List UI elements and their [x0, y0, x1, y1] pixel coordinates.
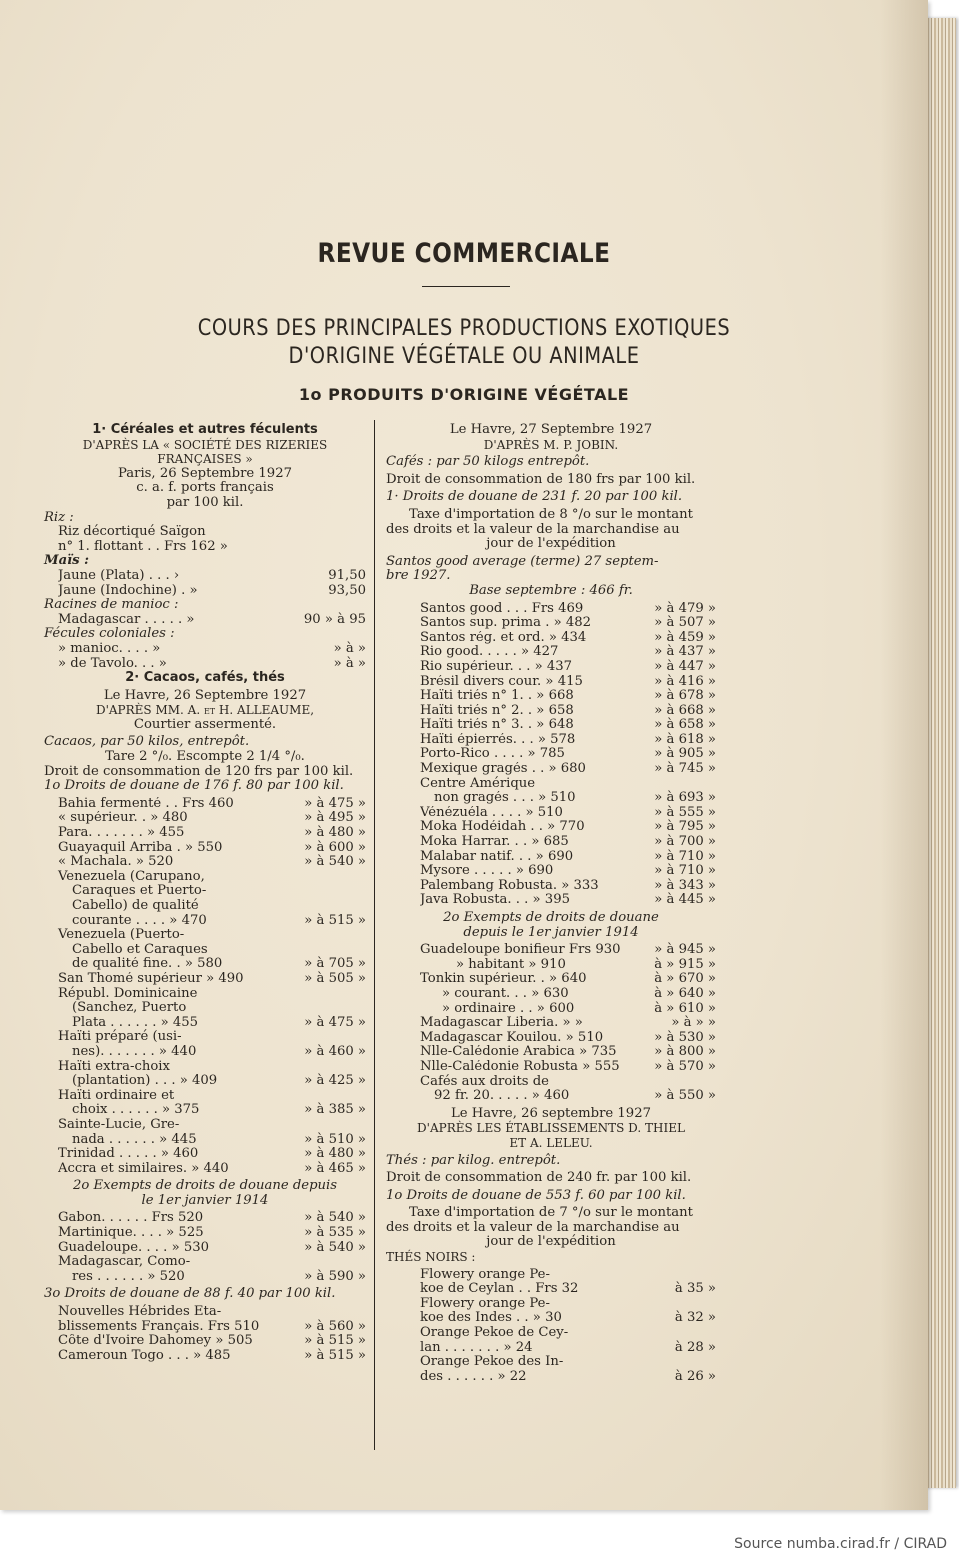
row-value: à 28 » [674, 1339, 716, 1355]
table-row [386, 631, 716, 646]
table-row [386, 747, 716, 762]
row-value: » à 945 » [654, 942, 716, 958]
row-value: » à 530 » [654, 1029, 716, 1045]
table-row [386, 675, 716, 690]
row-value: » à 515 » [304, 1333, 366, 1349]
table-row [44, 1147, 366, 1162]
table-row [386, 850, 716, 865]
source-line: FRANÇAISES » [157, 452, 253, 467]
row-name: Haïti triés n° 3. . » 648 [420, 718, 574, 733]
text-line: Riz décortiqué Saïgon [58, 524, 206, 540]
row-value: » à » [333, 640, 366, 656]
row-value: » à 505 » [304, 970, 366, 986]
row-value: » à 459 » [654, 629, 716, 645]
condition-line: par 100 kil. [166, 494, 244, 510]
text-line: Centre Amérique [420, 775, 536, 791]
table-row [44, 642, 366, 657]
text-line: Droit de consommation de 240 fr. par 100 kil. [386, 1170, 692, 1186]
row-value: » à 590 » [304, 1268, 366, 1284]
date-line: Paris, 26 Septembre 1927 [118, 465, 292, 481]
row-name: koe des Indes . . » 30 [420, 1311, 562, 1326]
text-line: (Sanchez, Puerto [72, 1000, 187, 1016]
row-value: » à 510 » [304, 1131, 366, 1147]
subheading: depuis le 1er janvier 1914 [463, 924, 639, 940]
row-value: » à 475 » [304, 1014, 366, 1030]
row-value: » à 800 » [654, 1044, 716, 1060]
text-line: Flowery orange Pe- [420, 1266, 550, 1282]
row-name: » ordinaire . . » 600 [442, 1001, 575, 1016]
text-line: Républ. Dominicaine [58, 985, 198, 1001]
left-column [44, 423, 366, 1363]
table-row [386, 943, 716, 958]
row-value: » à 460 » [304, 1043, 366, 1059]
table-row [386, 879, 716, 894]
table-row [386, 1002, 716, 1017]
category-label: Fécules coloniales : [44, 626, 175, 642]
row-name: Vénézuéla . . . . » 510 [420, 805, 563, 820]
table-row [44, 1226, 366, 1241]
row-name: « Machala. » 520 [58, 855, 174, 870]
page-title: REVUE COMMERCIALE [317, 238, 611, 269]
text-line: Sainte-Lucie, Gre- [58, 1116, 180, 1132]
row-name: Tonkin supérieur. . » 640 [420, 972, 587, 987]
text-line: 1· Droits de douane de 231 f. 20 par 100 kil. [386, 489, 683, 505]
table-row [386, 987, 716, 1002]
row-name: nada . . . . . . » 445 [72, 1132, 197, 1147]
row-value: 91,50 [328, 567, 366, 583]
row-value: » à 560 » [304, 1318, 366, 1334]
table-row [386, 1282, 716, 1297]
row-value: » à 343 » [654, 877, 716, 893]
table-row [386, 820, 716, 835]
table-row [44, 584, 366, 599]
row-value: » à 515 » [304, 1347, 366, 1363]
source-line: D'APRÈS MM. A. et H. ALLEAUME, [95, 703, 315, 718]
row-value: 93,50 [328, 582, 366, 598]
text-line: Venezuela (Puerto- [58, 927, 185, 943]
row-value: 90 » à 95 [303, 611, 366, 627]
subheading: 3o Droits de douane de 88 f. 40 par 100 kil. [44, 1286, 336, 1302]
table-row [386, 733, 716, 748]
table-row [44, 1270, 366, 1285]
row-name: Santos good . . . Frs 469 [420, 601, 584, 616]
section-heading: 1o PRODUITS D'ORIGINE VÉGÉTALE [298, 385, 630, 404]
table-row [44, 826, 366, 841]
row-name: choix . . . . . . » 375 [72, 1103, 200, 1118]
table-row [44, 1162, 366, 1177]
table-row [386, 1311, 716, 1326]
text-line: Madagascar, Como- [58, 1254, 191, 1270]
text-line: Cacaos, par 50 kilos, entrepôt. [44, 734, 250, 750]
category-label: THÉS NOIRS : [386, 1250, 476, 1265]
table-row [386, 689, 716, 704]
row-name: Nlle-Calédonie Robusta » 555 [420, 1059, 620, 1074]
row-name: Rio supérieur. . . » 437 [420, 659, 573, 674]
text-line: jour de l'expédition [486, 536, 616, 552]
table-row [386, 806, 716, 821]
row-value: » à 700 » [654, 834, 716, 850]
row-name: Guadeloupe. . . . » 530 [58, 1240, 209, 1255]
row-name: (plantation) . . . » 409 [72, 1074, 218, 1089]
table-row [44, 797, 366, 812]
text-line: Cafés : par 50 kilogs entrepôt. [386, 454, 590, 470]
row-name: Para. . . . . . . » 455 [58, 826, 185, 841]
row-value: » à 507 » [654, 615, 716, 631]
row-name: » manioc. . . . » [58, 641, 161, 656]
row-name: San Thomé supérieur » 490 [58, 971, 244, 986]
text-line: Haïti ordinaire et [58, 1087, 175, 1103]
row-name: Santos sup. prima . » 482 [420, 616, 592, 631]
table-row [44, 957, 366, 972]
subheading: 2o Exempts de droits de douane [443, 910, 659, 925]
table-row [386, 1031, 716, 1046]
row-name: Java Robusta. . . » 395 [420, 893, 570, 908]
text-line: Tare 2 °/₀. Escompte 2 1/4 °/₀. [105, 749, 305, 765]
row-value: » à 445 » [654, 892, 716, 908]
row-name: Palembang Robusta. » 333 [420, 878, 599, 893]
row-value: » à 710 » [654, 848, 716, 864]
subheading: 2o Exempts de droits de douane depuis [72, 1178, 338, 1194]
table-row [44, 1320, 366, 1335]
row-name: Rio good. . . . . » 427 [420, 645, 559, 660]
row-value: » à 480 » [304, 1146, 366, 1162]
row-value: » à 678 » [654, 688, 716, 704]
row-value: » à 437 » [654, 644, 716, 660]
source-credit: Source numba.cirad.fr / CIRAD [734, 1536, 947, 1552]
table-row [386, 864, 716, 879]
row-value: » à 693 » [654, 790, 716, 806]
table-row [386, 704, 716, 719]
date-line: Le Havre, 26 Septembre 1927 [103, 687, 307, 703]
right-column [386, 423, 716, 1384]
source-line: ET A. LELEU. [509, 1135, 593, 1150]
row-value: » à 447 » [654, 658, 716, 674]
text-line: Cabello et Caraques [72, 941, 208, 957]
table-row [386, 718, 716, 733]
row-name: res . . . . . . » 520 [72, 1269, 185, 1284]
row-name: Porto-Rico . . . . » 785 [420, 747, 565, 762]
category-label: Riz : [44, 509, 74, 525]
text-line: Flowery orange Pe- [420, 1295, 550, 1311]
row-value: » à 495 » [304, 810, 366, 826]
row-name: Haïti épierrés. . . » 578 [420, 732, 576, 747]
table-row [386, 1341, 716, 1356]
text-line: Santos good average (terme) 27 septem- [386, 553, 659, 569]
text-line: Base septembre : 466 fr. [469, 582, 633, 598]
subheading: le 1er janvier 1914 [141, 1192, 269, 1208]
text-line: Cafés aux droits de [420, 1073, 549, 1089]
date-line: Le Havre, 26 septembre 1927 [451, 1105, 651, 1121]
row-name: « supérieur. . » 480 [58, 811, 188, 826]
row-value: » à 425 » [304, 1073, 366, 1089]
row-name: » habitant » 910 [456, 957, 566, 972]
row-name: Guadeloupe bonifieur Frs 930 [420, 943, 621, 958]
row-value: » à 479 » [654, 600, 716, 616]
row-name: Mysore . . . . . » 690 [420, 864, 554, 879]
text-line: des droits et la valeur de la marchandise au [386, 521, 680, 537]
table-row [44, 613, 366, 628]
row-name: Moka Hodéidah . . » 770 [420, 820, 585, 835]
row-name: Cameroun Togo . . . » 485 [58, 1348, 231, 1363]
row-value: » à 570 » [654, 1058, 716, 1074]
row-name: Madagascar Liberia. » » [420, 1016, 583, 1031]
table-row [386, 958, 716, 973]
row-name: Santos rég. et ord. » 434 [420, 630, 587, 645]
row-name: Haïti triés n° 1. . » 668 [420, 689, 574, 704]
category-label: Maïs : [44, 553, 90, 569]
row-name: Plata . . . . . . » 455 [72, 1015, 199, 1030]
text-line: 1o Droits de douane de 553 f. 60 par 100 kil. [386, 1187, 686, 1203]
table-row [44, 1241, 366, 1256]
text-line: Cabello) de qualité [72, 898, 199, 913]
row-name: Gabon. . . . . . Frs 520 [58, 1211, 204, 1226]
source-line: D'APRÈS M. P. JOBIN. [483, 437, 619, 452]
row-name: Mexique gragés . . » 680 [420, 762, 586, 777]
row-name: nes). . . . . . . » 440 [72, 1044, 197, 1059]
row-name: des . . . . . . » 22 [420, 1369, 527, 1384]
row-value: à 26 » [674, 1368, 716, 1384]
row-name: Côte d'Ivoire Dahomey » 505 [58, 1334, 253, 1349]
row-name: Malabar natif. . . » 690 [420, 849, 574, 864]
table-row [44, 569, 366, 584]
title-rule [422, 286, 510, 287]
row-value: » à 710 » [654, 863, 716, 879]
subtitle-line-2: D'ORIGINE VÉGÉTALE OU ANIMALE [288, 344, 640, 369]
text-line: 1o Droits de douane de 176 f. 80 par 100 kil. [44, 778, 344, 794]
row-value: à 35 » [674, 1281, 716, 1297]
row-name: Bahia fermenté . . Frs 460 [58, 796, 234, 811]
row-value: » à 618 » [654, 731, 716, 747]
row-name: non gragés . . . » 510 [434, 791, 576, 806]
date-line: Le Havre, 27 Septembre 1927 [449, 422, 653, 437]
table-row [386, 660, 716, 675]
row-value: » à 668 » [654, 702, 716, 718]
row-name: lan . . . . . . . » 24 [420, 1340, 533, 1355]
text-line: Thés : par kilog. entrepôt. [386, 1152, 561, 1168]
table-row [44, 1133, 366, 1148]
row-name: Madagascar Kouilou. » 510 [420, 1030, 604, 1045]
table-row [44, 811, 366, 826]
text-line: jour de l'expédition [486, 1234, 616, 1250]
text-line: n° 1. flottant . . Frs 162 » [58, 538, 228, 554]
text-line: Taxe d'importation de 8 °/o sur le montant [409, 506, 693, 522]
table-row [44, 914, 366, 929]
table-row [386, 972, 716, 987]
row-value: à » 670 » [654, 971, 716, 987]
row-value: » à 385 » [304, 1102, 366, 1118]
table-row [44, 1334, 366, 1349]
category-label: Racines de manioc : [44, 597, 179, 613]
table-row [386, 1370, 716, 1385]
row-value: à » 640 » [654, 985, 716, 1001]
row-value: » à 540 » [304, 1239, 366, 1255]
row-value: » à 535 » [304, 1225, 366, 1241]
text-line: Taxe d'importation de 7 °/o sur le montant [409, 1205, 693, 1221]
row-name: Guayaquil Arriba . » 550 [58, 840, 223, 855]
table-row [44, 1016, 366, 1031]
row-name: courante . . . . » 470 [72, 913, 207, 928]
table-row [386, 762, 716, 777]
table-row [44, 1349, 366, 1364]
row-name: 92 fr. 20. . . . . » 460 [434, 1089, 570, 1104]
row-value: » à 416 » [654, 673, 716, 689]
table-row [386, 602, 716, 617]
text-line: Droit de consommation de 180 frs par 100 kil. [386, 471, 696, 487]
row-value: » à 475 » [304, 795, 366, 811]
row-value: » à » » [671, 1015, 716, 1031]
text-line: Caraques et Puerto- [72, 883, 207, 899]
row-name: blissements Français. Frs 510 [58, 1319, 260, 1334]
text-line: Droit de consommation de 120 frs par 100 kil. [44, 763, 354, 779]
row-value: » à 480 » [304, 825, 366, 841]
row-value: » à 745 » [654, 761, 716, 777]
row-name: koe de Ceylan . . Frs 32 [420, 1282, 579, 1297]
row-value: à » 915 » [654, 956, 716, 972]
row-name: Jaune (Plata) . . . › [58, 568, 180, 583]
table-row [44, 1103, 366, 1118]
row-value: » à 555 » [654, 804, 716, 820]
row-value: à » 610 » [654, 1000, 716, 1016]
row-name: Martinique. . . . » 525 [58, 1226, 204, 1241]
row-value: » à 905 » [654, 746, 716, 762]
text-line: Orange Pekoe de Cey- [420, 1325, 569, 1341]
row-name: Haïti triés n° 2. . » 658 [420, 703, 574, 718]
table-row [386, 1016, 716, 1031]
table-row [386, 645, 716, 660]
source-line: D'APRÈS LA « SOCIÉTÉ DES RIZERIES [82, 437, 328, 452]
table-row [44, 1045, 366, 1060]
source-line: D'APRÈS LES ÉTABLISSEMENTS D. THIEL [417, 1121, 685, 1136]
heading-cacaos: 2· Cacaos, cafés, thés [125, 670, 285, 686]
subtitle-line-1: COURS DES PRINCIPALES PRODUCTIONS EXOTIQUES [197, 316, 731, 341]
source-line: Courtier assermenté. [133, 716, 277, 732]
row-value: » à 540 » [304, 1210, 366, 1226]
text-line: bre 1927. [386, 568, 451, 584]
table-row [44, 657, 366, 672]
row-value: » à 705 » [304, 956, 366, 972]
column-divider [374, 420, 375, 1450]
row-name: Nlle-Calédonie Arabica » 735 [420, 1045, 617, 1060]
heading-cereales: 1· Céréales et autres féculents [92, 422, 318, 437]
row-value: » à 600 » [304, 839, 366, 855]
row-name: Trinidad . . . . . » 460 [58, 1147, 199, 1162]
text-line: Nouvelles Hébrides Eta- [58, 1304, 222, 1320]
table-row [44, 855, 366, 870]
row-name: Brésil divers cour. » 415 [420, 674, 583, 689]
row-name: Madagascar . . . . . » [58, 612, 195, 627]
row-value: » à 795 » [654, 819, 716, 835]
row-value: » à 465 » [304, 1160, 366, 1176]
row-value: » à 540 » [304, 854, 366, 870]
text-line: Venezuela (Carupano, [58, 868, 205, 884]
text-line: des droits et la valeur de la marchandise au [386, 1219, 680, 1235]
table-row [386, 1045, 716, 1060]
row-name: Accra et similaires. » 440 [58, 1161, 229, 1176]
text-line: Orange Pekoe des In- [420, 1354, 564, 1370]
row-value: » à 658 » [654, 717, 716, 733]
table-row [386, 835, 716, 850]
table-row [386, 1060, 716, 1075]
table-row [386, 616, 716, 631]
table-row [44, 1211, 366, 1226]
table-row [386, 791, 716, 806]
text-line: Haïti préparé (usi- [58, 1029, 182, 1045]
row-name: Jaune (Indochine) . » [58, 583, 198, 598]
row-name: Moka Harrar. . . » 685 [420, 835, 569, 850]
row-name: de qualité fine. . » 580 [72, 957, 223, 972]
row-name: » de Tavolo. . . » [58, 656, 167, 671]
table-row [44, 841, 366, 856]
row-name: » courant. . . » 630 [442, 986, 569, 1001]
text-line: Haïti extra-choix [58, 1058, 170, 1074]
row-value: » à » [333, 655, 366, 671]
row-value: » à 515 » [304, 912, 366, 928]
table-row [386, 893, 716, 908]
table-row [44, 1074, 366, 1089]
table-row [44, 972, 366, 987]
row-value: à 32 » [674, 1310, 716, 1326]
paper-shadow [880, 0, 928, 1510]
condition-line: c. a. f. ports français [136, 480, 274, 496]
table-row [386, 1089, 716, 1104]
row-value: » à 550 » [654, 1088, 716, 1104]
